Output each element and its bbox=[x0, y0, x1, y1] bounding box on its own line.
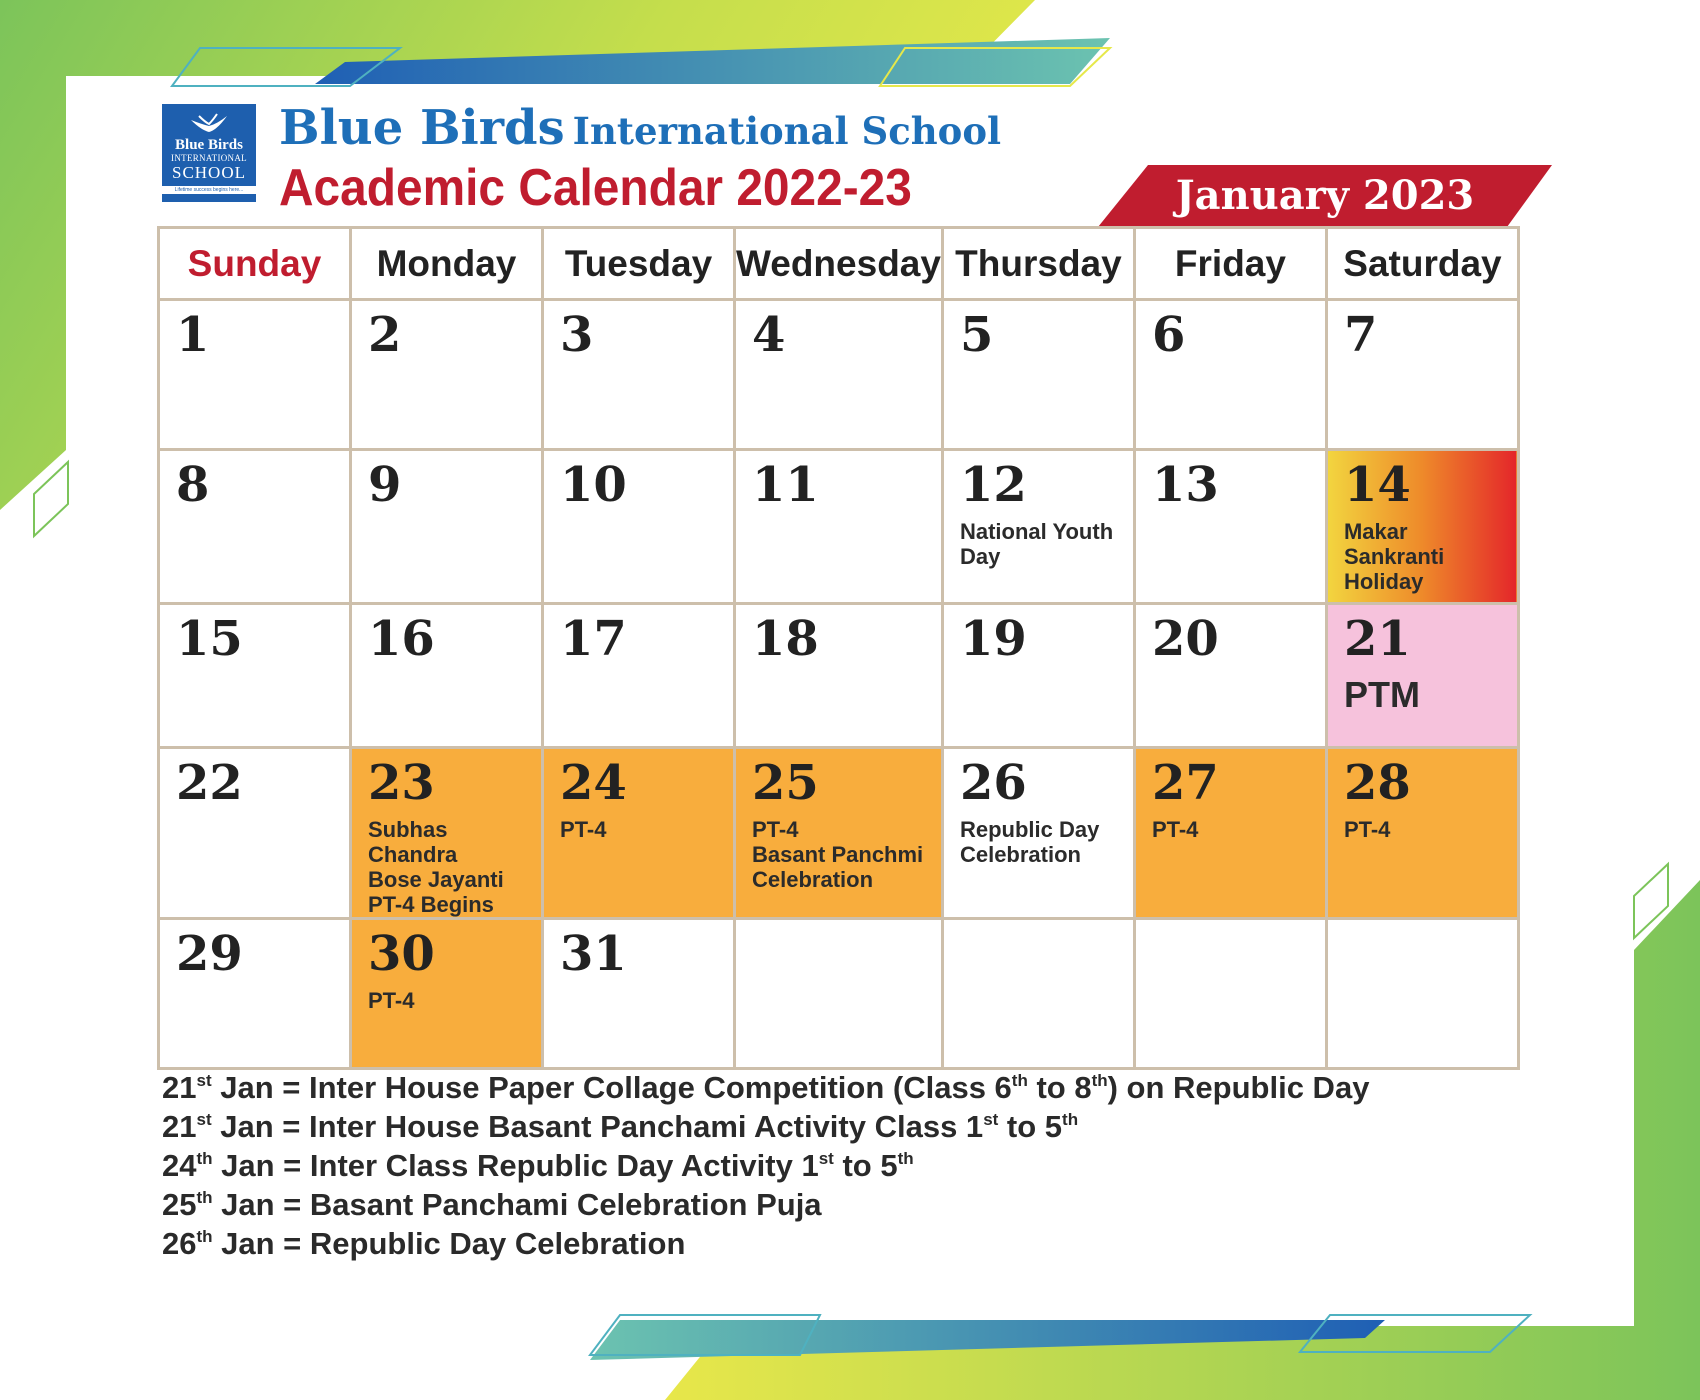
day-cell bbox=[159, 919, 351, 1069]
day-number: 4 bbox=[752, 307, 786, 363]
note-superscript: th bbox=[897, 1149, 914, 1168]
day-number: 28 bbox=[1343, 755, 1411, 811]
note-superscript: st bbox=[196, 1071, 212, 1090]
day-cell bbox=[159, 300, 351, 450]
day-event: National Youth Day bbox=[959, 519, 1114, 569]
day-number: 24 bbox=[560, 755, 627, 811]
note-line bbox=[162, 1146, 1369, 1185]
day-number: 19 bbox=[959, 611, 1027, 667]
day-number: 10 bbox=[560, 457, 627, 513]
day-cell-empty bbox=[1134, 919, 1326, 1069]
day-cell-empty bbox=[1326, 919, 1518, 1069]
weekday-wednesday: Wednesday bbox=[735, 228, 943, 300]
note-superscript: st bbox=[196, 1110, 212, 1129]
month-label: January 2023 bbox=[1175, 172, 1475, 219]
logo-line-3: SCHOOL bbox=[171, 163, 246, 182]
week-row bbox=[159, 450, 1519, 604]
day-cell bbox=[1134, 450, 1326, 604]
day-cell bbox=[942, 604, 1134, 748]
weekday-monday: Monday bbox=[351, 228, 543, 300]
day-number: 26 bbox=[959, 755, 1027, 811]
day-cell bbox=[543, 300, 735, 450]
day-event: PTM bbox=[1343, 674, 1420, 715]
note-text: Jan = Inter House Basant Panchami Activity Class 1 bbox=[211, 1109, 984, 1144]
day-number: 17 bbox=[560, 611, 627, 667]
day-number: 8 bbox=[176, 457, 210, 513]
logo-tagline: Lifetime success begins here... bbox=[162, 186, 256, 194]
day-cell bbox=[1134, 300, 1326, 450]
note-text: ) on Republic Day bbox=[1107, 1070, 1370, 1105]
day-event: PT-4 bbox=[1151, 817, 1199, 842]
day-number: 11 bbox=[752, 457, 819, 513]
day-cell bbox=[351, 604, 543, 748]
day-number: 29 bbox=[176, 926, 243, 982]
note-text: Jan = Basant Panchami Celebration Puja bbox=[212, 1187, 822, 1222]
day-number: 27 bbox=[1151, 755, 1219, 811]
school-name-small: International School bbox=[572, 109, 1002, 153]
day-event: PT-4 bbox=[1343, 817, 1391, 842]
day-number: 20 bbox=[1151, 611, 1219, 667]
note-text: Jan = Inter House Paper Collage Competition (Class 6 bbox=[211, 1070, 1012, 1105]
day-cell-pt bbox=[1326, 748, 1518, 919]
day-number: 6 bbox=[1151, 307, 1186, 363]
note-line bbox=[162, 1068, 1369, 1107]
day-number: 9 bbox=[368, 457, 402, 513]
day-cell bbox=[735, 450, 943, 604]
day-cell bbox=[1326, 300, 1518, 450]
day-cell-empty bbox=[735, 919, 943, 1069]
day-cell-ptm bbox=[1326, 604, 1518, 748]
day-number: 2 bbox=[368, 307, 402, 363]
day-cell bbox=[942, 748, 1134, 919]
day-number: 1 bbox=[176, 307, 210, 363]
school-logo bbox=[162, 104, 256, 202]
day-number: 25 bbox=[752, 755, 819, 811]
day-event: Republic Day Celebration bbox=[959, 817, 1100, 867]
school-name bbox=[279, 100, 1001, 156]
note-text: Jan = Republic Day Celebration bbox=[212, 1226, 686, 1261]
day-number: 30 bbox=[368, 926, 435, 982]
calendar-grid bbox=[157, 226, 1520, 1070]
note-superscript: st bbox=[983, 1110, 999, 1129]
note-text: to 8 bbox=[1027, 1070, 1092, 1105]
day-cell-pt bbox=[543, 748, 735, 919]
note-line bbox=[162, 1107, 1369, 1146]
day-cell-holiday bbox=[1326, 450, 1518, 604]
day-cell bbox=[543, 919, 735, 1069]
note-text: to 5 bbox=[833, 1148, 898, 1183]
weekday-header-row bbox=[159, 228, 1519, 300]
day-cell bbox=[543, 450, 735, 604]
week-row bbox=[159, 748, 1519, 919]
week-row bbox=[159, 919, 1519, 1069]
day-number: 22 bbox=[176, 755, 243, 811]
note-superscript: th bbox=[1062, 1110, 1079, 1129]
note-superscript: th bbox=[1011, 1071, 1028, 1090]
event-notes bbox=[162, 1068, 1369, 1263]
week-row bbox=[159, 604, 1519, 748]
day-number: 31 bbox=[560, 926, 627, 982]
day-cell-pt bbox=[351, 748, 543, 919]
day-cell bbox=[543, 604, 735, 748]
day-event: PT-4 bbox=[368, 988, 415, 1013]
logo-line-1: Blue Birds bbox=[175, 137, 243, 153]
note-superscript: th bbox=[196, 1188, 213, 1207]
day-cell bbox=[942, 300, 1134, 450]
weekday-saturday: Saturday bbox=[1326, 228, 1518, 300]
bird-icon bbox=[187, 112, 231, 136]
note-superscript: st bbox=[818, 1149, 834, 1168]
note-line bbox=[162, 1185, 1369, 1224]
day-cell bbox=[351, 450, 543, 604]
weekday-thursday: Thursday bbox=[942, 228, 1134, 300]
day-cell-empty bbox=[942, 919, 1134, 1069]
day-event: Subhas Chandra Bose Jayanti PT-4 Begins bbox=[368, 817, 504, 917]
day-cell bbox=[942, 450, 1134, 604]
note-text: 24 bbox=[162, 1148, 197, 1183]
day-cell bbox=[735, 300, 943, 450]
note-superscript: th bbox=[1091, 1071, 1108, 1090]
calendar-title: Academic Calendar 2022-23 bbox=[279, 159, 912, 217]
day-event: PT-4 bbox=[560, 817, 607, 842]
day-number: 18 bbox=[752, 611, 819, 667]
day-number: 15 bbox=[176, 611, 243, 667]
day-cell-pt bbox=[1134, 748, 1326, 919]
weekday-tuesday: Tuesday bbox=[543, 228, 735, 300]
month-banner bbox=[1098, 165, 1552, 227]
day-number: 13 bbox=[1151, 457, 1219, 513]
day-number: 7 bbox=[1343, 307, 1378, 363]
day-cell bbox=[159, 604, 351, 748]
day-number: 21 bbox=[1343, 611, 1411, 667]
week-row bbox=[159, 300, 1519, 450]
day-number: 3 bbox=[560, 307, 594, 363]
logo-line-2: INTERNATIONAL bbox=[171, 153, 247, 163]
day-cell bbox=[1134, 604, 1326, 748]
day-event: Makar Sankranti Holiday bbox=[1343, 519, 1445, 594]
note-text: 21 bbox=[162, 1070, 197, 1105]
day-cell bbox=[735, 604, 943, 748]
note-text: 25 bbox=[162, 1187, 197, 1222]
day-number: 14 bbox=[1343, 457, 1411, 513]
school-name-big: Blue Birds bbox=[279, 100, 565, 156]
day-number: 12 bbox=[959, 457, 1027, 513]
weekday-sunday: Sunday bbox=[159, 228, 351, 300]
note-text: 26 bbox=[162, 1226, 197, 1261]
note-line bbox=[162, 1224, 1369, 1263]
day-cell bbox=[159, 748, 351, 919]
weekday-friday: Friday bbox=[1134, 228, 1326, 300]
day-event: PT-4 Basant Panchmi Celebration bbox=[752, 817, 924, 892]
note-text: 21 bbox=[162, 1109, 197, 1144]
note-superscript: th bbox=[196, 1149, 213, 1168]
note-superscript: th bbox=[196, 1227, 213, 1246]
note-text: to 5 bbox=[998, 1109, 1063, 1144]
day-cell bbox=[351, 300, 543, 450]
day-number: 23 bbox=[368, 755, 435, 811]
note-text: Jan = Inter Class Republic Day Activity 1 bbox=[212, 1148, 819, 1183]
day-cell-pt bbox=[351, 919, 543, 1069]
day-number: 16 bbox=[368, 611, 435, 667]
day-number: 5 bbox=[959, 307, 994, 363]
day-cell bbox=[159, 450, 351, 604]
day-cell-pt bbox=[735, 748, 943, 919]
